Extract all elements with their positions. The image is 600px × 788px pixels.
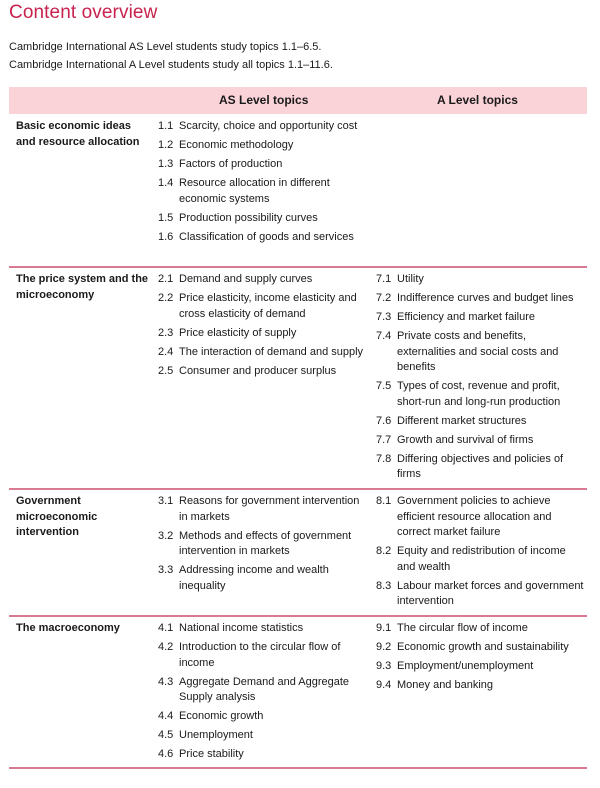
topic-text: Growth and survival of firms — [397, 433, 534, 446]
topic-text: Addressing income and wealth inequality — [179, 564, 329, 592]
topic-number: 3.2 — [158, 529, 174, 542]
list-item — [158, 640, 368, 671]
as-level-topics — [158, 494, 368, 598]
topic-number: 4.6 — [158, 748, 174, 760]
topic-text: Efficiency and market failure — [397, 311, 535, 323]
list-item — [158, 291, 368, 322]
topic-number: 2.1 — [158, 273, 174, 285]
topic-text: Price elasticity of supply — [179, 326, 297, 339]
list-item — [158, 176, 368, 207]
topic-text: Private costs and benefits, externalities and social costs and benefits — [397, 330, 559, 373]
topic-text: National income statistics — [179, 622, 304, 634]
topic-text: Labour market forces and government intervention — [397, 579, 584, 607]
topic-text: Price stability — [179, 748, 244, 760]
topic-number: 8.2 — [376, 545, 392, 557]
topic-number: 7.4 — [376, 330, 392, 342]
topic-number: 7.3 — [376, 311, 392, 323]
list-item — [158, 675, 368, 706]
list-item — [376, 310, 586, 326]
section-title: The price system and the microeconomy — [16, 273, 149, 301]
list-item — [158, 563, 368, 594]
topic-number: 7.2 — [376, 292, 392, 304]
list-item — [376, 544, 586, 575]
topic-text: Government policies to achieve efficient resource allocation and correct market failure — [397, 495, 552, 538]
topic-text: Factors of production — [179, 158, 283, 170]
list-item — [158, 709, 368, 725]
topic-text: Consumer and producer surplus — [179, 364, 337, 377]
topic-number: 7.6 — [376, 414, 392, 427]
list-item — [376, 272, 586, 288]
topic-text: Indifference curves and budget lines — [397, 292, 574, 304]
topic-text: Equity and redistribution of income and wealth — [397, 545, 566, 573]
topic-text: Unemployment — [179, 729, 253, 741]
list-item — [158, 157, 368, 173]
topic-text: Different market structures — [397, 414, 527, 427]
list-item — [158, 364, 368, 380]
topic-text: Introduction to the circular flow of income — [179, 641, 341, 669]
header-a-level: A Level topics — [437, 93, 518, 107]
topic-number: 2.5 — [158, 364, 174, 377]
topic-number: 1.4 — [158, 177, 174, 189]
list-item — [158, 747, 368, 763]
intro-line-a: Cambridge International A Level students study all topics 1.1–11.6. — [9, 59, 333, 71]
topic-text: Scarcity, choice and opportunity cost — [179, 120, 358, 132]
topic-number: 1.1 — [158, 120, 174, 132]
as-level-topics — [158, 272, 368, 383]
section-title: Government microeconomic intervention — [16, 495, 98, 538]
topic-number: 7.8 — [376, 452, 392, 465]
list-item — [376, 452, 586, 483]
topic-number: 1.2 — [158, 139, 174, 151]
list-item — [158, 621, 368, 637]
intro-line-as: Cambridge International AS Level students study topics 1.1–6.5. — [9, 41, 322, 53]
topic-number: 4.3 — [158, 675, 174, 688]
topic-number: 4.1 — [158, 622, 174, 634]
topic-number: 1.3 — [158, 158, 174, 170]
topic-number: 9.3 — [376, 660, 392, 672]
topic-text: Resource allocation in different economic systems — [179, 177, 330, 205]
topic-text: Types of cost, revenue and profit, short-run and long-run production — [397, 380, 561, 408]
topic-number: 4.4 — [158, 710, 174, 722]
section-divider — [9, 767, 587, 769]
topic-text: Economic growth and sustainability — [397, 641, 569, 653]
intro-text — [9, 38, 333, 74]
topic-number: 2.3 — [158, 326, 174, 339]
topic-number: 9.1 — [376, 622, 392, 634]
list-item — [376, 678, 586, 694]
topic-number: 2.4 — [158, 345, 174, 358]
topic-number: 8.1 — [376, 495, 392, 507]
section-title: The macroeconomy — [16, 622, 120, 634]
topic-text: Money and banking — [397, 679, 494, 691]
topic-text: Employment/unemployment — [397, 660, 534, 672]
list-item — [158, 728, 368, 744]
list-item — [158, 345, 368, 361]
a-level-topics — [376, 272, 586, 486]
list-item — [376, 579, 586, 610]
a-level-topics — [376, 494, 586, 613]
section-divider — [9, 266, 587, 268]
topic-number: 3.1 — [158, 495, 174, 507]
topic-text: Methods and effects of government intervention in markets — [179, 529, 352, 557]
topic-text: Production possibility curves — [179, 211, 318, 224]
list-item — [376, 329, 586, 376]
as-level-topics — [158, 621, 368, 766]
topic-text: Economic growth — [179, 710, 264, 722]
list-item — [158, 138, 368, 154]
list-item — [158, 494, 368, 525]
list-item — [376, 640, 586, 656]
topic-text: Classification of goods and services — [179, 230, 354, 243]
topic-text: The interaction of demand and supply — [179, 345, 364, 358]
list-item — [158, 211, 368, 227]
list-item — [158, 230, 368, 246]
topic-number: 4.2 — [158, 641, 174, 653]
list-item — [376, 433, 586, 449]
topic-number: 9.2 — [376, 641, 392, 653]
list-item — [376, 379, 586, 410]
list-item — [158, 119, 368, 135]
topic-text: Differing objectives and policies of firms — [397, 452, 564, 480]
list-item — [158, 272, 368, 288]
header-as-level: AS Level topics — [219, 93, 309, 107]
content-overview-table — [9, 87, 587, 114]
list-item — [376, 621, 586, 637]
list-item — [158, 326, 368, 342]
topic-number: 7.5 — [376, 380, 392, 392]
topic-text: Economic methodology — [179, 139, 294, 151]
topic-text: Reasons for government intervention in markets — [179, 495, 360, 523]
topic-number: 1.6 — [158, 230, 174, 243]
as-level-topics — [158, 119, 368, 249]
section-divider — [9, 488, 587, 490]
topic-text: Aggregate Demand and Aggregate Supply analysis — [179, 675, 350, 703]
topic-text: Price elasticity, income elasticity and cross elasticity of demand — [179, 292, 357, 320]
section-title: Basic economic ideas and resource allocation — [16, 120, 140, 148]
a-level-topics — [376, 621, 586, 697]
section-divider — [9, 615, 587, 617]
topic-text: Utility — [397, 273, 424, 285]
topic-number: 8.3 — [376, 579, 392, 592]
topic-number: 9.4 — [376, 679, 392, 691]
topic-number: 2.2 — [158, 292, 174, 304]
topic-number: 3.3 — [158, 564, 174, 576]
table-header — [9, 87, 587, 114]
list-item — [376, 291, 586, 307]
topic-number: 1.5 — [158, 211, 174, 224]
topic-number: 4.5 — [158, 729, 174, 741]
list-item — [376, 494, 586, 541]
list-item — [158, 529, 368, 560]
topic-text: The circular flow of income — [397, 622, 528, 634]
topic-number: 7.7 — [376, 433, 392, 446]
list-item — [376, 414, 586, 430]
topic-text: Demand and supply curves — [179, 273, 313, 285]
list-item — [376, 659, 586, 675]
page-title: Content overview — [9, 2, 158, 23]
topic-number: 7.1 — [376, 273, 392, 285]
